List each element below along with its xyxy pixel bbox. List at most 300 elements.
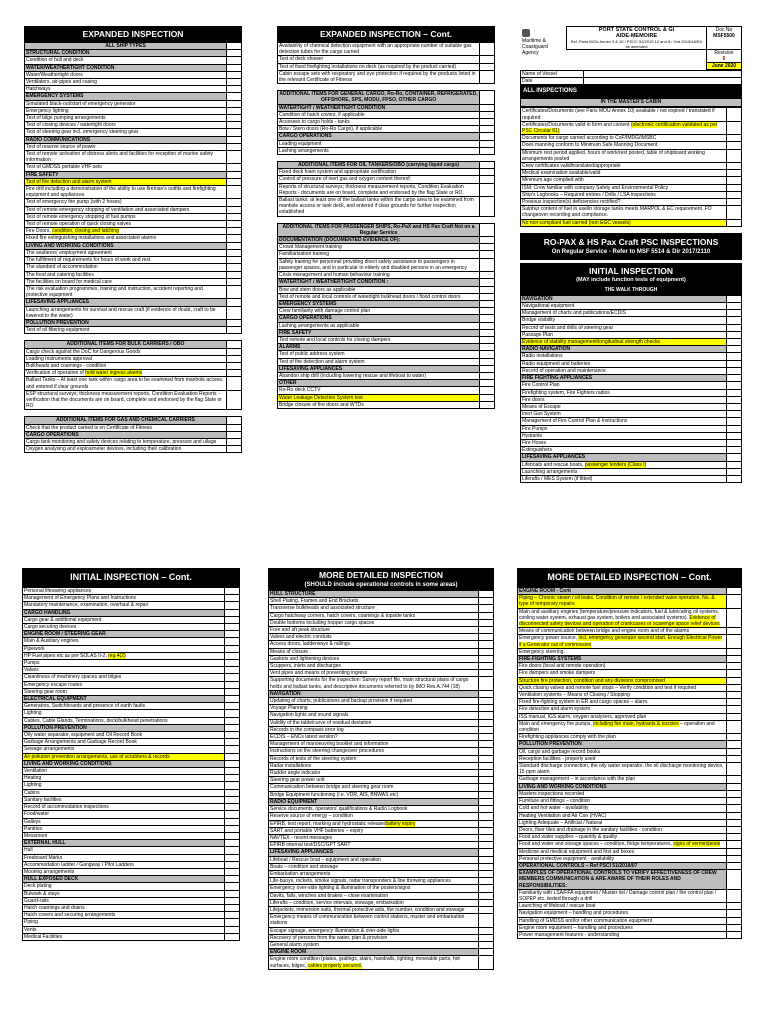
check-box[interactable] xyxy=(227,228,242,235)
check-box[interactable] xyxy=(227,186,242,199)
checklist-item: Ro-Ro deck CCTV xyxy=(278,387,480,394)
check-box[interactable] xyxy=(727,776,742,783)
check-box[interactable] xyxy=(225,667,240,674)
check-box[interactable] xyxy=(727,841,742,848)
check-box[interactable] xyxy=(227,235,242,242)
check-box[interactable] xyxy=(727,917,742,924)
check-box[interactable] xyxy=(727,635,742,648)
date-input[interactable] xyxy=(584,78,742,85)
check-box[interactable] xyxy=(727,317,742,324)
check-box[interactable] xyxy=(727,931,742,938)
check-box[interactable] xyxy=(225,674,240,681)
check-box[interactable] xyxy=(227,93,242,100)
check-box[interactable] xyxy=(727,670,742,677)
check-box[interactable] xyxy=(225,739,240,746)
check-box[interactable] xyxy=(480,162,495,169)
check-box[interactable] xyxy=(227,417,242,424)
check-box[interactable] xyxy=(225,746,240,753)
check-box[interactable] xyxy=(225,588,240,595)
check-box[interactable] xyxy=(480,237,495,244)
check-box[interactable] xyxy=(227,178,242,185)
subsection-title-row xyxy=(25,43,242,50)
check-box[interactable] xyxy=(727,170,742,177)
check-box[interactable] xyxy=(227,199,242,206)
check-box[interactable] xyxy=(227,341,242,348)
check-box[interactable] xyxy=(225,811,240,818)
checklist-item: Means of Escape xyxy=(521,403,727,410)
check-box[interactable] xyxy=(727,608,742,628)
check-box[interactable] xyxy=(479,663,494,670)
check-box[interactable] xyxy=(727,310,742,317)
check-box[interactable] xyxy=(227,431,242,438)
check-box[interactable] xyxy=(225,710,240,717)
check-box[interactable] xyxy=(479,934,494,941)
checklist-item: Previous inspection(s) deficiencies rectified? xyxy=(521,199,727,206)
checklist-row xyxy=(518,805,742,812)
check-box[interactable] xyxy=(727,834,742,841)
check-box[interactable] xyxy=(479,892,494,899)
check-box[interactable] xyxy=(479,820,494,827)
check-box[interactable] xyxy=(227,390,242,410)
check-box[interactable] xyxy=(480,140,495,147)
check-box[interactable] xyxy=(225,890,240,897)
section-heading-row xyxy=(518,783,742,790)
check-box[interactable] xyxy=(227,249,242,256)
check-box[interactable] xyxy=(479,605,494,612)
check-box[interactable] xyxy=(480,43,495,56)
check-box[interactable] xyxy=(225,609,240,616)
check-box[interactable] xyxy=(480,126,495,133)
check-box[interactable] xyxy=(225,912,240,919)
check-box[interactable] xyxy=(727,692,742,699)
check-box[interactable] xyxy=(225,840,240,847)
checklist-row xyxy=(278,197,495,217)
check-box[interactable] xyxy=(479,878,494,885)
check-box[interactable] xyxy=(727,819,742,826)
check-box[interactable] xyxy=(727,663,742,670)
check-box[interactable] xyxy=(227,164,242,171)
check-box[interactable] xyxy=(479,648,494,655)
check-box[interactable] xyxy=(225,645,240,652)
check-box[interactable] xyxy=(480,223,495,236)
check-box[interactable] xyxy=(727,862,742,869)
checklist-row xyxy=(25,377,242,390)
check-box[interactable] xyxy=(479,690,494,697)
check-box[interactable] xyxy=(227,171,242,178)
check-box[interactable] xyxy=(480,336,495,343)
check-box[interactable] xyxy=(479,856,494,863)
check-box[interactable] xyxy=(225,883,240,890)
check-box[interactable] xyxy=(227,370,242,377)
check-box[interactable] xyxy=(227,377,242,390)
check-box[interactable] xyxy=(225,904,240,911)
check-box[interactable] xyxy=(479,755,494,762)
check-box[interactable] xyxy=(225,724,240,731)
check-box[interactable] xyxy=(480,300,495,307)
check-box[interactable] xyxy=(479,849,494,856)
check-box[interactable] xyxy=(225,868,240,875)
check-box[interactable] xyxy=(480,70,495,83)
check-box[interactable] xyxy=(227,299,242,306)
check-box[interactable] xyxy=(727,382,742,389)
check-box[interactable] xyxy=(479,719,494,726)
check-box[interactable] xyxy=(480,279,495,286)
check-box[interactable] xyxy=(227,221,242,228)
check-box[interactable] xyxy=(480,56,495,63)
checklist-item: Documents for cargo carried according to CoF/IMDG/IMSBC xyxy=(521,135,727,142)
check-box[interactable] xyxy=(227,107,242,114)
check-box[interactable] xyxy=(727,346,742,353)
title-line-1: PORT STATE CONTROL & GI xyxy=(598,27,675,33)
check-box[interactable] xyxy=(225,732,240,739)
check-box[interactable] xyxy=(727,184,742,191)
check-box[interactable] xyxy=(227,50,242,57)
check-box[interactable] xyxy=(479,798,494,805)
check-box[interactable] xyxy=(480,293,495,300)
check-box[interactable] xyxy=(480,394,495,401)
reference: Ref. Paris MOU Annex 3 & 10 / PSCC 52/2019 12 and 8 / 2nd 2019/18/EU as amended xyxy=(570,39,703,49)
check-box[interactable] xyxy=(479,705,494,712)
check-box[interactable] xyxy=(727,121,742,134)
checklist-item: Bulkheads and coamings - condition xyxy=(25,362,227,369)
check-box[interactable] xyxy=(727,206,742,219)
cabin-checklist xyxy=(520,107,742,226)
check-box[interactable] xyxy=(225,933,240,940)
check-box[interactable] xyxy=(727,805,742,812)
check-box[interactable] xyxy=(227,271,242,278)
check-box[interactable] xyxy=(479,619,494,626)
check-box[interactable] xyxy=(479,927,494,934)
check-box[interactable] xyxy=(227,264,242,271)
check-box[interactable] xyxy=(480,197,495,217)
checklist-item: The food and catering facilities xyxy=(25,271,227,278)
check-box[interactable] xyxy=(727,108,742,121)
check-box[interactable] xyxy=(480,358,495,365)
check-box[interactable] xyxy=(479,806,494,813)
check-box[interactable] xyxy=(727,699,742,706)
check-box[interactable] xyxy=(480,286,495,293)
check-box[interactable] xyxy=(727,870,742,890)
check-box[interactable] xyxy=(225,638,240,645)
check-box[interactable] xyxy=(227,213,242,220)
check-box[interactable] xyxy=(479,914,494,927)
check-box[interactable] xyxy=(727,439,742,446)
check-box[interactable] xyxy=(727,628,742,635)
check-box[interactable] xyxy=(727,903,742,910)
check-box[interactable] xyxy=(227,151,242,164)
check-box[interactable] xyxy=(227,143,242,150)
check-box[interactable] xyxy=(727,684,742,691)
check-box[interactable] xyxy=(479,748,494,755)
check-box[interactable] xyxy=(225,825,240,832)
check-box[interactable] xyxy=(727,360,742,367)
check-box[interactable] xyxy=(727,331,742,338)
check-box[interactable] xyxy=(727,468,742,475)
check-box[interactable] xyxy=(727,339,742,346)
check-box[interactable] xyxy=(479,842,494,849)
check-box[interactable] xyxy=(479,949,494,956)
check-box[interactable] xyxy=(227,129,242,136)
check-box[interactable] xyxy=(479,670,494,677)
check-box[interactable] xyxy=(727,142,742,149)
check-box[interactable] xyxy=(479,677,494,690)
checklist-item: Ventilation systems – Means of Closing / Stopping xyxy=(518,692,727,699)
check-box[interactable] xyxy=(227,122,242,129)
check-box[interactable] xyxy=(227,362,242,369)
check-box[interactable] xyxy=(727,324,742,331)
check-box[interactable] xyxy=(225,919,240,926)
check-box[interactable] xyxy=(227,327,242,334)
check-box[interactable] xyxy=(727,763,742,776)
checklist-item: Double bottoms including hopper cargo spaces xyxy=(269,619,479,626)
check-box[interactable] xyxy=(479,834,494,841)
check-box[interactable] xyxy=(480,387,495,394)
check-box[interactable] xyxy=(225,789,240,796)
check-box[interactable] xyxy=(727,677,742,684)
check-box[interactable] xyxy=(479,627,494,634)
checklist-item: The facilities on board for medical care xyxy=(25,278,227,285)
check-box[interactable] xyxy=(727,418,742,425)
check-box[interactable] xyxy=(480,183,495,196)
check-box[interactable] xyxy=(479,641,494,648)
check-box[interactable] xyxy=(225,602,240,609)
check-box[interactable] xyxy=(727,713,742,720)
check-box[interactable] xyxy=(727,734,742,741)
check-box[interactable] xyxy=(727,748,742,755)
check-box[interactable] xyxy=(480,329,495,336)
checklist-row xyxy=(23,926,240,933)
check-box[interactable] xyxy=(479,734,494,741)
check-box[interactable] xyxy=(479,863,494,870)
check-box[interactable] xyxy=(480,351,495,358)
check-box[interactable] xyxy=(480,244,495,251)
check-box[interactable] xyxy=(225,624,240,631)
check-box[interactable] xyxy=(227,79,242,86)
check-box[interactable] xyxy=(727,389,742,396)
check-box[interactable] xyxy=(479,770,494,777)
check-box[interactable] xyxy=(480,104,495,111)
check-box[interactable] xyxy=(727,848,742,855)
check-box[interactable] xyxy=(727,199,742,206)
check-box[interactable] xyxy=(480,272,495,279)
check-box[interactable] xyxy=(227,285,242,298)
check-box[interactable] xyxy=(727,798,742,805)
check-box[interactable] xyxy=(727,720,742,733)
check-box[interactable] xyxy=(227,57,242,64)
check-box[interactable] xyxy=(727,924,742,931)
check-box[interactable] xyxy=(225,681,240,688)
check-box[interactable] xyxy=(225,775,240,782)
check-box[interactable] xyxy=(225,703,240,710)
check-box[interactable] xyxy=(480,251,495,258)
check-box[interactable] xyxy=(225,926,240,933)
check-box[interactable] xyxy=(479,598,494,605)
check-box[interactable] xyxy=(480,372,495,379)
check-box[interactable] xyxy=(479,777,494,784)
check-box[interactable] xyxy=(225,804,240,811)
check-box[interactable] xyxy=(727,790,742,797)
check-box[interactable] xyxy=(227,100,242,107)
check-box[interactable] xyxy=(479,726,494,733)
check-box[interactable] xyxy=(727,475,742,482)
check-box[interactable] xyxy=(727,755,742,762)
check-box[interactable] xyxy=(479,906,494,913)
check-box[interactable] xyxy=(225,595,240,602)
check-box[interactable] xyxy=(225,847,240,854)
check-box[interactable] xyxy=(225,616,240,623)
check-box[interactable] xyxy=(480,111,495,118)
check-box[interactable] xyxy=(727,353,742,360)
check-box[interactable] xyxy=(480,169,495,176)
check-box[interactable] xyxy=(727,303,742,310)
check-box[interactable] xyxy=(479,762,494,769)
checklist-row xyxy=(521,135,742,142)
check-box[interactable] xyxy=(227,278,242,285)
vessel-input[interactable] xyxy=(584,71,742,78)
check-box[interactable] xyxy=(227,64,242,71)
check-box[interactable] xyxy=(727,447,742,454)
check-box[interactable] xyxy=(727,177,742,184)
check-box[interactable] xyxy=(727,648,742,655)
check-box[interactable] xyxy=(480,133,495,140)
check-box[interactable] xyxy=(227,306,242,319)
check-box[interactable] xyxy=(479,698,494,705)
check-box[interactable] xyxy=(479,712,494,719)
check-box[interactable] xyxy=(480,119,495,126)
check-box[interactable] xyxy=(727,741,742,748)
check-box[interactable] xyxy=(227,257,242,264)
check-box[interactable] xyxy=(225,818,240,825)
section-heading-row xyxy=(521,454,742,461)
check-box[interactable] xyxy=(479,591,494,598)
check-box[interactable] xyxy=(479,956,494,969)
check-box[interactable] xyxy=(480,258,495,271)
check-box[interactable] xyxy=(727,396,742,403)
check-box[interactable] xyxy=(227,136,242,143)
check-box[interactable] xyxy=(480,401,495,408)
check-box[interactable] xyxy=(727,403,742,410)
check-box[interactable] xyxy=(480,308,495,315)
check-box[interactable] xyxy=(727,163,742,170)
checklist-row xyxy=(278,183,495,196)
check-box[interactable] xyxy=(727,432,742,439)
check-box[interactable] xyxy=(480,147,495,154)
check-box[interactable] xyxy=(227,206,242,213)
check-box[interactable] xyxy=(225,660,240,667)
section-heading: ADDITIONAL ITEMS FOR GAS AND CHEMICAL CARRIERS xyxy=(25,417,227,424)
check-box[interactable] xyxy=(480,63,495,70)
check-box[interactable] xyxy=(727,588,742,595)
check-box[interactable] xyxy=(225,832,240,839)
check-box[interactable] xyxy=(479,870,494,877)
check-box[interactable] xyxy=(225,717,240,724)
check-box[interactable] xyxy=(727,191,742,198)
check-box[interactable] xyxy=(225,854,240,861)
check-box[interactable] xyxy=(227,446,242,453)
check-box[interactable] xyxy=(727,595,742,608)
section-heading-row xyxy=(23,724,240,731)
check-box[interactable] xyxy=(479,813,494,820)
check-box[interactable] xyxy=(227,115,242,122)
check-box[interactable] xyxy=(480,380,495,387)
check-box[interactable] xyxy=(225,631,240,638)
check-box[interactable] xyxy=(727,910,742,917)
check-box[interactable] xyxy=(479,899,494,906)
check-box[interactable] xyxy=(227,319,242,326)
checklist-row xyxy=(23,667,240,674)
check-box[interactable] xyxy=(727,219,742,226)
check-box[interactable] xyxy=(227,348,242,355)
check-box[interactable] xyxy=(227,86,242,93)
check-box[interactable] xyxy=(227,355,242,362)
check-box[interactable] xyxy=(227,71,242,78)
check-box[interactable] xyxy=(225,760,240,767)
check-box[interactable] xyxy=(727,889,742,902)
check-box[interactable] xyxy=(727,375,742,382)
check-box[interactable] xyxy=(727,454,742,461)
check-box[interactable] xyxy=(225,696,240,703)
check-box[interactable] xyxy=(727,149,742,162)
check-box[interactable] xyxy=(480,315,495,322)
check-box[interactable] xyxy=(225,876,240,883)
check-box[interactable] xyxy=(480,365,495,372)
check-box[interactable] xyxy=(727,295,742,302)
check-box[interactable] xyxy=(225,796,240,803)
check-box[interactable] xyxy=(227,242,242,249)
check-box[interactable] xyxy=(727,656,742,663)
check-box[interactable] xyxy=(225,861,240,868)
check-box[interactable] xyxy=(479,827,494,834)
check-box[interactable] xyxy=(225,652,240,659)
checklist-row xyxy=(518,734,742,741)
check-box[interactable] xyxy=(727,425,742,432)
check-box[interactable] xyxy=(480,344,495,351)
check-box[interactable] xyxy=(727,411,742,418)
checklist-item: Bridge Equipment functioning (i.e. VDR, AIS, BNWAS etc) xyxy=(269,791,479,798)
check-box[interactable] xyxy=(479,791,494,798)
check-box[interactable] xyxy=(225,768,240,775)
checklist-row xyxy=(23,739,240,746)
check-box[interactable] xyxy=(480,322,495,329)
check-box[interactable] xyxy=(227,438,242,445)
check-box[interactable] xyxy=(225,897,240,904)
check-box[interactable] xyxy=(227,424,242,431)
check-box[interactable] xyxy=(479,612,494,619)
check-box[interactable] xyxy=(480,91,495,104)
check-box[interactable] xyxy=(727,812,742,819)
check-box[interactable] xyxy=(227,43,242,50)
checklist-row xyxy=(521,184,742,191)
check-box[interactable] xyxy=(727,461,742,468)
check-box[interactable] xyxy=(480,176,495,183)
check-box[interactable] xyxy=(727,135,742,142)
check-box[interactable] xyxy=(479,784,494,791)
check-box[interactable] xyxy=(727,783,742,790)
check-box[interactable] xyxy=(479,941,494,948)
check-box[interactable] xyxy=(479,655,494,662)
check-box[interactable] xyxy=(727,826,742,833)
check-box[interactable] xyxy=(479,634,494,641)
section-heading: ADDITIONAL ITEMS FOR PASSENGER SHIPS, Ro-PaX and HS Pax Craft Not on a Regular Service xyxy=(278,223,480,236)
check-box[interactable] xyxy=(727,855,742,862)
check-box[interactable] xyxy=(479,885,494,892)
check-box[interactable] xyxy=(479,741,494,748)
check-box[interactable] xyxy=(225,688,240,695)
check-box[interactable] xyxy=(727,367,742,374)
check-box[interactable] xyxy=(727,706,742,713)
check-box[interactable] xyxy=(225,782,240,789)
check-box[interactable] xyxy=(225,753,240,760)
